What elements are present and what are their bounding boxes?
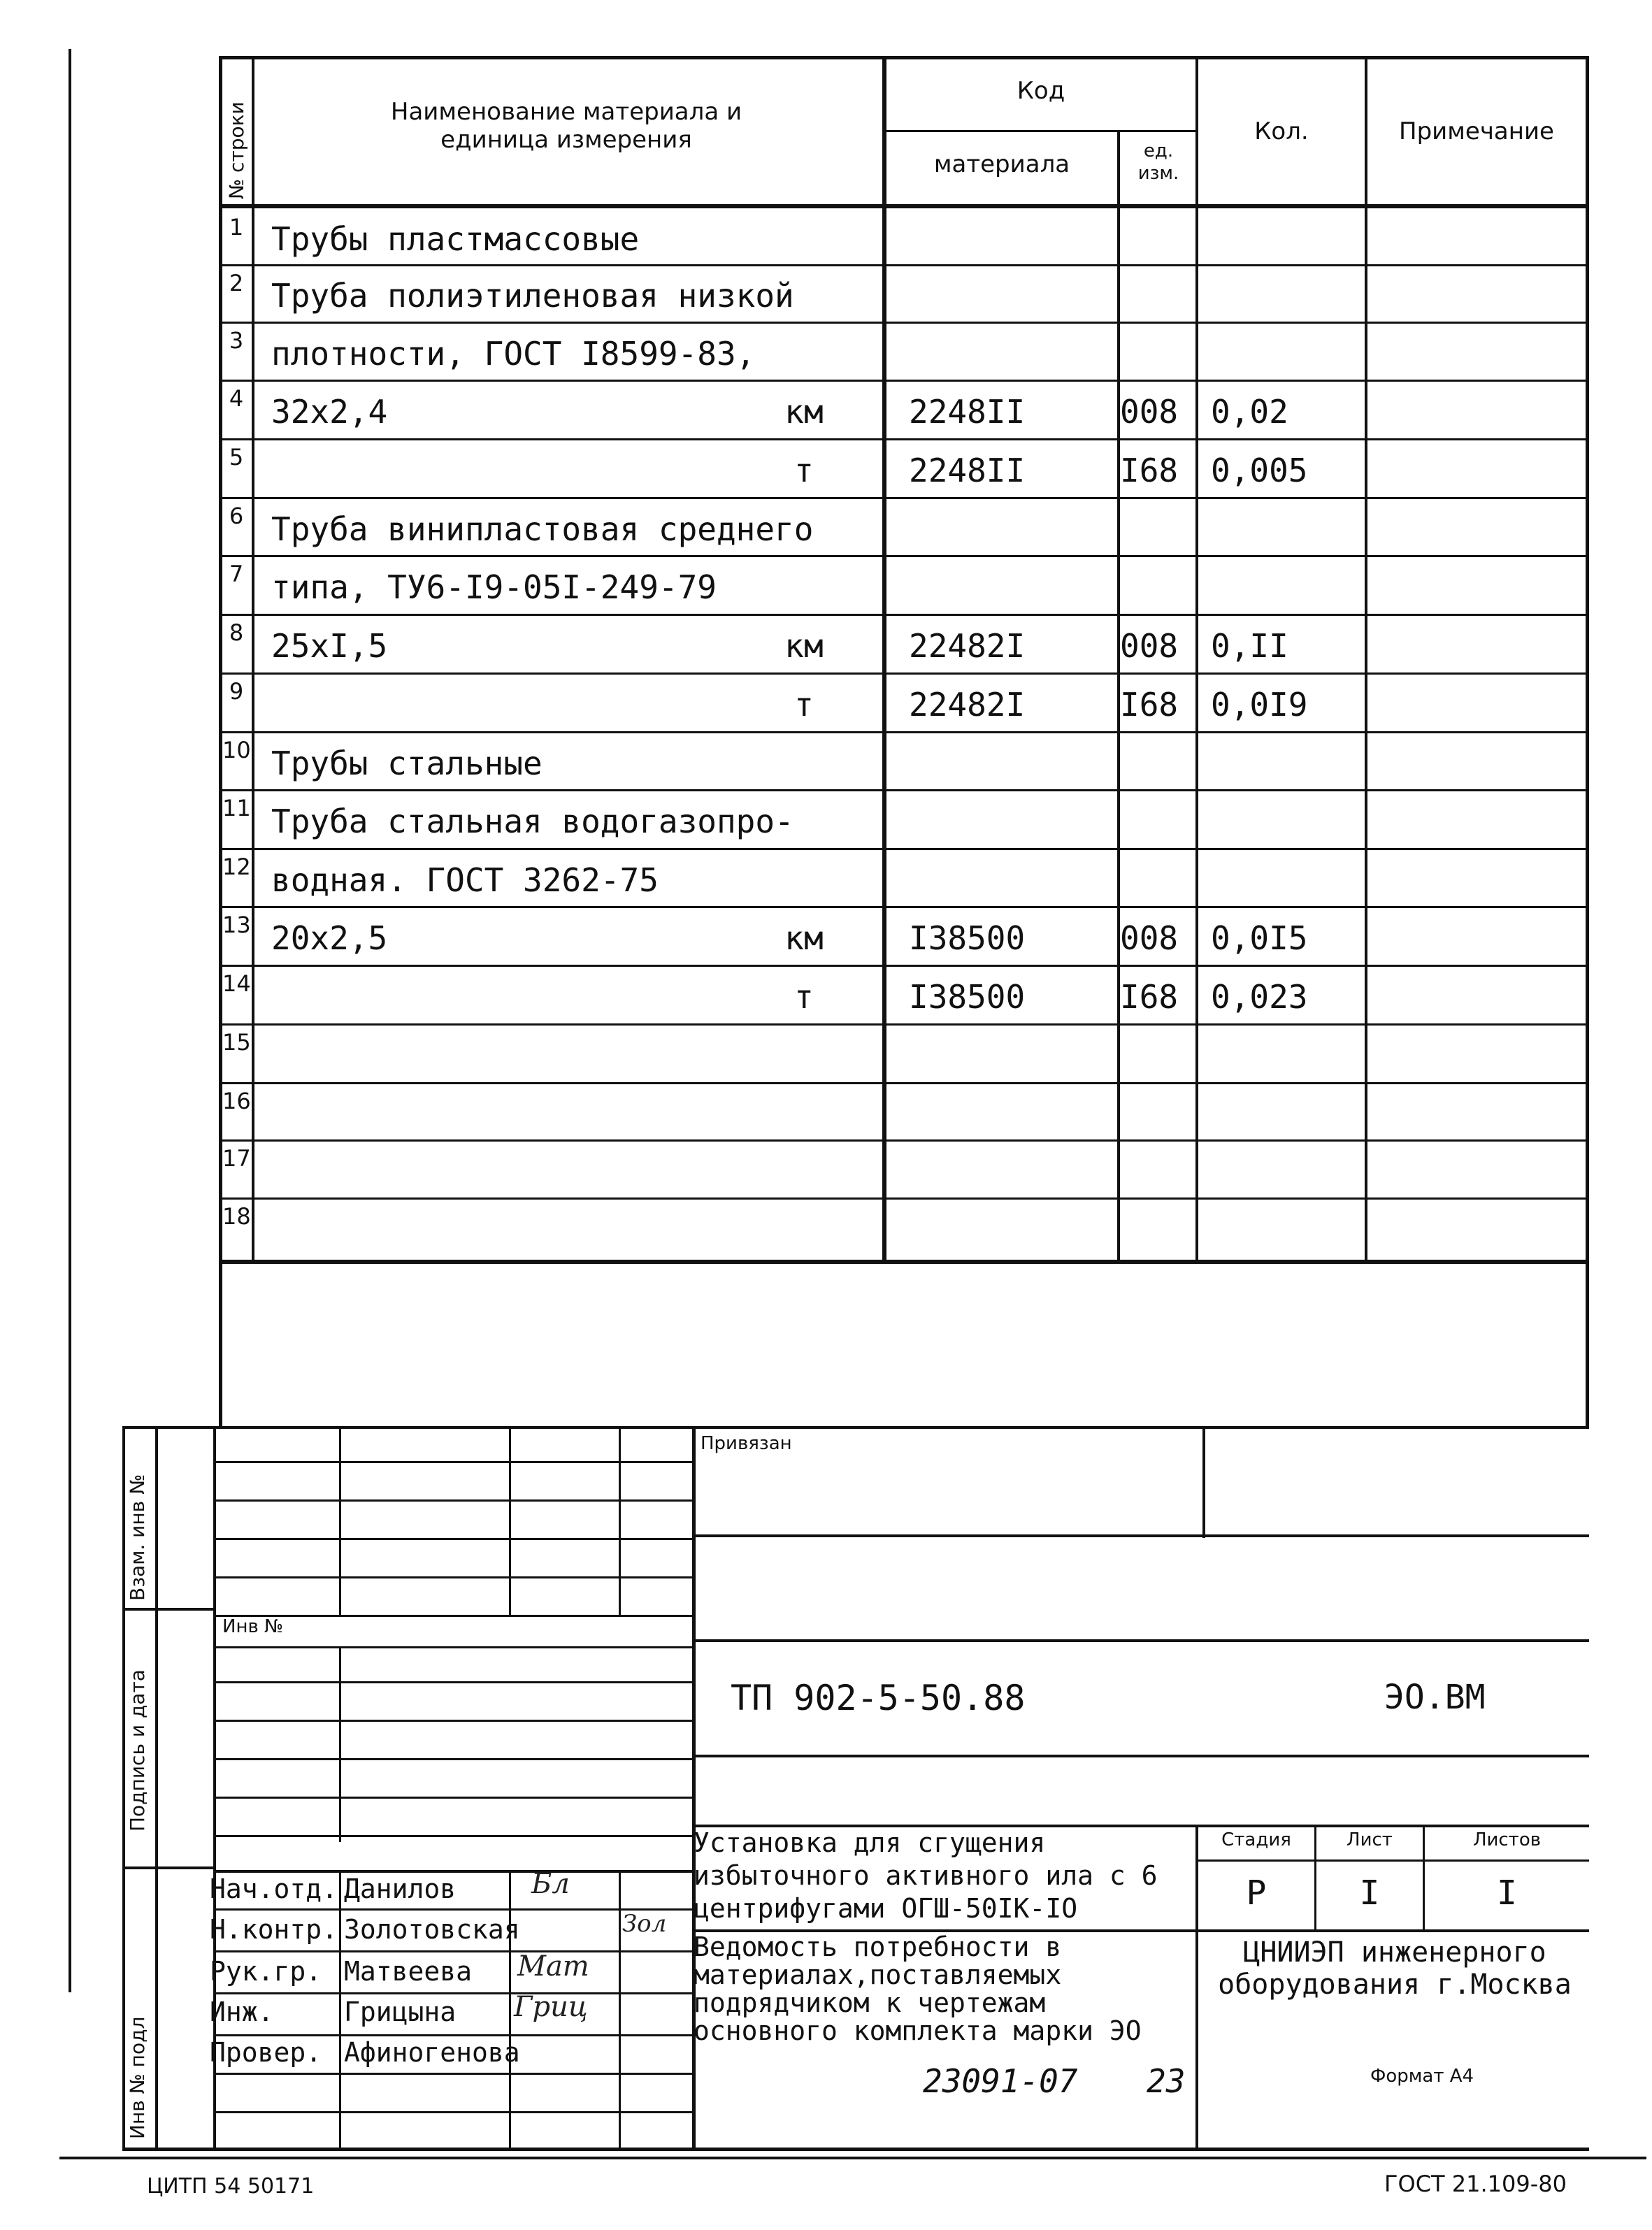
- row-unit: т: [794, 452, 814, 489]
- label-inv-no-podl: Инв № подл: [126, 2016, 149, 2139]
- signature-role: Провер.: [210, 2037, 322, 2068]
- row-name: Трубы стальные: [271, 744, 543, 782]
- row-code: 22482I: [909, 627, 1026, 665]
- row-unit: км: [784, 393, 824, 431]
- title-statement: Ведомость потребности в материалах,поставляемых подрядчиком к чертежам основного комплекта марки ЭО: [694, 1933, 1142, 2046]
- signature-role: Н.контр.: [210, 1914, 338, 1945]
- row-number: 5: [229, 444, 244, 470]
- signature-zolotovskaya: Зол: [622, 1910, 667, 1938]
- row-number: 10: [222, 737, 251, 763]
- row-unit-code: 008: [1120, 919, 1179, 957]
- signature-danilov: Бл: [531, 1868, 570, 1900]
- title-installation: Установка для сгущения избыточного активного ила с 6 центрифугами ОГШ-50IК-IO: [694, 1827, 1158, 1924]
- stage-label: Стадия: [1221, 1829, 1291, 1850]
- signature-name: Данилов: [344, 1873, 457, 1904]
- row-unit: т: [794, 978, 814, 1016]
- row-number: 13: [222, 912, 251, 938]
- row-unit: км: [784, 627, 824, 665]
- sheets-value: I: [1497, 1873, 1517, 1913]
- header-code: Код: [1017, 77, 1065, 105]
- doc-code: ТП 902-5-50.88: [731, 1678, 1026, 1718]
- footer-format: Формат А4: [1370, 2066, 1474, 2087]
- row-unit-code: 008: [1120, 393, 1179, 431]
- row-code: 2248II: [909, 393, 1026, 431]
- row-name: водная. ГОСТ 3262-75: [271, 861, 659, 899]
- header-qty: Кол.: [1254, 117, 1309, 145]
- row-number: 16: [222, 1088, 251, 1114]
- sheets-label: Листов: [1472, 1829, 1542, 1850]
- row-unit-code: I68: [1120, 452, 1179, 489]
- row-number: 1: [229, 214, 244, 240]
- row-number: 8: [229, 619, 244, 646]
- row-number: 2: [229, 270, 244, 296]
- header-code-material: материала: [933, 150, 1070, 178]
- header-code-unit: ед. изм.: [1137, 141, 1179, 184]
- footer-left: ЦИТП 54 50171: [147, 2174, 315, 2199]
- signature-role: Инж.: [210, 1997, 274, 2027]
- signature-role: Нач.отд.: [210, 1873, 338, 1904]
- sheet-label: Лист: [1346, 1829, 1393, 1850]
- organization: ЦНИИЭП инженерного оборудования г.Москва: [1218, 1936, 1572, 2001]
- inv-no-label: Инв №: [222, 1616, 284, 1637]
- header-row-no: № строки: [225, 101, 248, 199]
- signature-name: Грицына: [344, 1997, 457, 2027]
- row-name: плотности, ГОСТ I8599-83,: [271, 335, 756, 373]
- privyazan-label: Привязан: [701, 1433, 792, 1454]
- row-qty: 0,II: [1211, 627, 1288, 665]
- row-number: 11: [222, 795, 251, 821]
- footer-page: 23: [1147, 2062, 1186, 2100]
- header-note: Примечание: [1399, 117, 1554, 145]
- sheet-value: I: [1359, 1873, 1380, 1913]
- row-unit-code: 008: [1120, 627, 1179, 665]
- row-name: Труба полиэтиленовая низкой: [271, 277, 794, 315]
- stage-value: Р: [1246, 1873, 1267, 1913]
- row-code: 2248II: [909, 452, 1026, 489]
- left-margin-line: [69, 49, 71, 1992]
- row-name: 32x2,4: [271, 393, 388, 431]
- row-number: 17: [222, 1145, 251, 1172]
- row-number: 7: [229, 561, 244, 587]
- row-number: 14: [222, 970, 251, 997]
- label-sign-date: Подпись и дата: [126, 1669, 149, 1832]
- row-qty: 0,0I5: [1211, 919, 1308, 957]
- row-name: 25xI,5: [271, 627, 388, 665]
- doc-mark: ЭО.ВМ: [1384, 1678, 1486, 1717]
- signature-name: Золотовская: [344, 1914, 520, 1945]
- row-qty: 0,023: [1211, 978, 1308, 1016]
- header-name: Наименование материала и единица измерения: [390, 98, 742, 154]
- row-name: Труба винипластовая среднего: [271, 510, 814, 548]
- row-number: 12: [222, 854, 251, 880]
- row-unit: км: [784, 919, 824, 957]
- row-qty: 0,02: [1211, 393, 1288, 431]
- bottom-margin-line: [59, 2157, 1646, 2159]
- footer-right: ГОСТ 21.109-80: [1384, 2171, 1567, 2197]
- row-name: Труба стальная водогазопро-: [271, 803, 794, 840]
- row-code: I38500: [909, 919, 1026, 957]
- row-unit-code: I68: [1120, 686, 1179, 724]
- row-number: 3: [229, 327, 244, 354]
- row-number: 15: [222, 1029, 251, 1056]
- row-name: 20x2,5: [271, 919, 388, 957]
- signature-gritsyna: Гриц: [514, 1991, 588, 2023]
- footer-number: 23091-07: [923, 2062, 1078, 2100]
- row-number: 4: [229, 385, 244, 412]
- row-unit-code: I68: [1120, 978, 1179, 1016]
- row-unit: т: [794, 686, 814, 724]
- row-number: 6: [229, 503, 244, 529]
- signature-name: Матвеева: [344, 1956, 473, 1987]
- row-name: типа, ТУ6-I9-05I-249-79: [271, 568, 717, 606]
- signature-name: Афиногенова: [344, 2037, 520, 2068]
- row-name: Трубы пластмассовые: [271, 220, 640, 258]
- row-code: 22482I: [909, 686, 1026, 724]
- label-vzam-inv: Взам. инв №: [126, 1474, 149, 1601]
- row-number: 18: [222, 1203, 251, 1230]
- row-number: 9: [229, 678, 244, 705]
- row-qty: 0,005: [1211, 452, 1308, 489]
- signature-role: Рук.гр.: [210, 1956, 322, 1987]
- signature-matveeva: Мат: [517, 1950, 589, 1983]
- row-qty: 0,0I9: [1211, 686, 1308, 724]
- row-code: I38500: [909, 978, 1026, 1016]
